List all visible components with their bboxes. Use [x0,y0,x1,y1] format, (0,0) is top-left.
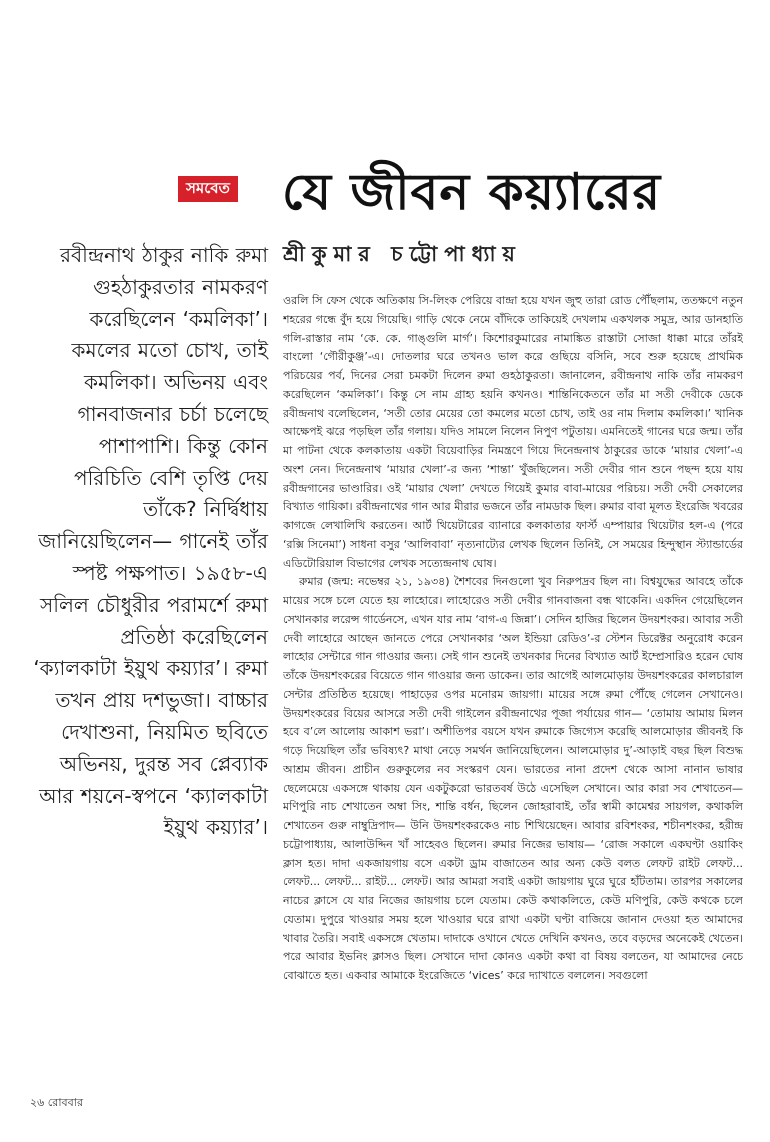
headline: যে জীবন কয়্যারের [282,163,662,221]
section-tag: সমবেত [178,176,238,202]
pull-quote-text: রবীন্দ্রনাথ ঠাকুর নাকি রুমা গুহঠাকুরতার নামকরণ করেছিলেন ‘কমলিকা’। কমলের মতো চোখ, তাই কমলিকা। অভিনয় এবং গানবাজনার চর্চা চলেছে পাশাপাশি। কিন্তু কোন পরিচিতি বেশি তৃপ্তি দেয় তাঁকে? নির্দ্বিধায় জানিয়েছিলেন— গানেই তাঁর স্পষ্ট পক্ষপাত। ১৯৫৮-এ সলিল চৌধুরীর পরামর্শে রুমা প্রতিষ্ঠা করেছিলেন ‘ক্যালকাটা ইয়ুথ কয়্যার’। রুমা তখন প্রায় দশভুজা। বাচ্চার দেখাশুনা, নিয়মিত ছবিতে অভিনয়, দুরন্ত সব প্লেব্যাক আর শয়নে-স্বপনে ‘ক্যালকাটা ইয়ুথ কয়্যার’। [33,243,268,840]
article-body [283,292,743,1008]
pull-quote [32,240,268,844]
page-footer: ২৬ রোববার [30,1096,83,1109]
article-paragraph-2: রুমার (জন্ম: নভেম্বর ২১, ১৯৩৪) শৈশবের দিনগুলো খুব নিরুপদ্রব ছিল না। বিশ্বযুদ্ধের আবহে তাঁকে মায়ের সঙ্গে চলে যেতে হয় লাহোরে। লাহোরেও সতী দেবীর গানবাজনা বন্ধ থাকেনি। একদিন গেয়েছিলেন সেখানকার লরেন্স গার্ডেনসে, এখন যার নাম ‘বাগ-এ জিন্না’। সেদিন হাজির ছিলেন উদয়শংকর। আবার সতী দেবী লাহোরে আছেন জানতে পেরে সেখানকার ‘অল ইন্ডিয়া রেডিও’-র স্টেশন ডিরেক্টর অনুরোধ করেন লাহোর সেন্টারে গান গাওয়ার জন্য। সেই গান শুনেই তখনকার দিনের বিখ্যাত আর্ট ইম্প্রেসারিও হরেন ঘোষ তাঁকে উদয়শংকরের বিয়েতে গান গাওয়ার জন্য ডাকেন। তার আগেই আলমোড়ায় উদয়শংকরের কালচারাল সেন্টার প্রতিষ্ঠিত হয়েছে। পাহাড়ের ওপর মনোরম জায়গা। মায়ের সঙ্গে রুমা পৌঁছে গেলেন সেখানেও। উদয়শংকরের বিয়ের আসরে সতী দেবী গাইলেন রবীন্দ্রনাথের পূজা পর্যায়ের গান— ‘তোমায় আমায় মিলন হবে ব’লে আলোয় আকাশ ভরা’। অশীতিপর বয়সে যখন রুমাকে জিগ্যেস করেছি আলমোড়ার জীবনই কি গড়ে দিয়েছিল তাঁর ভবিষ্যৎ? মাথা নেড়ে সমর্থন জানিয়েছিলেন। আলমোড়ার দু’-আড়াই বছর ছিল বিশুদ্ধ আশ্রম জীবন। প্রাচীন গুরুকুলের নব সংস্করণ যেন। ভারতের নানা প্রদেশ থেকে আসা নানান ভাষার ছেলেমেয়ে একসঙ্গে থাকায় যেন একটুকরো ভারতবর্ষ উঠে এসেছিল সেখানে। আর কারা সব শেখাতেন— মণিপুরি নাচ শেখাতেন অম্বা সিং, শান্তি বর্ধন, ছিলেন জোহরাবাই, তাঁর স্বামী কামেশ্বর সায়গল, কথাকলি শেখাতেন গুরু নাম্বুদ্রিপাদ— উনি উদয়শংকরকেও নাচ শিখিয়েছেন। আবার রবিশংকর, শচীনশংকর, হরীন্দ্র চট্টোপাধ্যায়, আলাউদ্দিন খাঁ সাহেবও ছিলেন। রুমার নিজের ভাষায়— ‘রোজ সকালে একঘণ্টা ওয়াকিং ক্লাস হত। দাদা একজায়গায় বসে একটা ড্রাম বাজাতেন আর অন্য কেউ বলত লেফট রাইট লেফট... লেফট... লেফট... রাইট... লেফট। আর আমরা সবাই একটা জায়গায় ঘুরে ঘুরে হাঁটতাম। তারপর সকালের নাচের ক্লাসে যে যার নিজের জায়গায় চলে যেতাম। কেউ কথাকলিতে, কেউ মণিপুরি, কেউ কথকে চলে যেতাম। দুপুরে খাওয়ার সময় হলে খাওয়ার ঘরে রাখা একটা ঘণ্টা বাজিয়ে জানান দেওয়া হত আমাদের খাবার তৈরি। সবাই একসঙ্গে খেতাম। দাদাকে ওখানে খেতে দেখিনি কখনও, তবে বড়দের অনেকেই খেতেন। পরে আবার ইভনিং ক্লাসও ছিল। সেখানে দাদা কোনও একটা কথা বা বিষয় বলতেন, যা আমাদের নেচে বোঝাতে হত। একবার আমাকে ইংরেজিতে ‘vices’ করে দ্যাখাতে বললেন। সবগুলো [283,575,743,982]
article-paragraph-1: ওরলি সি ফেস থেকে অতিকায় সি-লিংক পেরিয়ে বান্দ্রা হয়ে যখন জুহু তারা রোড পৌঁছলাম, ততক্ষণে নতুন শহরের গন্ধে বুঁদ হয়ে গিয়েছি। গাড়ি থেকে নেমে বাঁদিকে তাকিয়েই দেখলাম একখলক সমুদ্র, আর ডানহাতি গলি-রাস্তার নাম ‘কে. কে. গাঙ্গুলি মার্গ’। কিশোরকুমারের নামাঙ্কিত রাস্তাটা সোজা ধাক্কা মারে তাঁরই বাংলো ‘গৌরীকুঞ্জ’-এ। দোতলার ঘরে তখনও ভাল করে গুছিয়ে বসিনি, সবে শুরু হয়েছে প্রাথমিক পরিচয়ের পর্ব, দিনের সেরা চমকটা দিলেন রুমা গুহঠাকুরতা। জানালেন, রবীন্দ্রনাথ নাকি তাঁর নামকরণ করেছিলেন ‘কমলিকা’। কিন্তু সে নাম গ্রাহ্য হয়নি কখনও। শান্তিনিকেতনে তাঁর মা সতী দেবীকে ডেকে রবীন্দ্রনাথ বলেছিলেন, ‘সতী তোর মেয়ের তো কমলের মতো চোখ, তাই ওর নাম দিলাম কমলিকা।’ খানিক আক্ষেপই ঝরে পড়ছিল তাঁর গলায়। যদিও সামলে নিলেন নিপুণ পটুতায়। এমনিতেই গানের ঘরে জন্ম। তাঁর মা পাটনা থেকে কলকাতায় একটা বিয়েবাড়ির নিমন্ত্রণে গিয়ে দিনেন্দ্রনাথ ঠাকুরের ডাকে ‘মায়ার খেলা’-এ অংশ নেন। দিনেন্দ্রনাথ ‘মায়ার খেলা’-র জন্য ‘শান্তা’ খুঁজছিলেন। সতী দেবীর গান শুনে পছন্দ হয়ে যায় রবীন্দ্রগানের ভাণ্ডারির। ওই ‘মায়ার খেলা’ দেখতে গিয়েই কুমার বাবা-মায়ের পরিচয়। সতী দেবী সেকালের বিখ্যাত গায়িকা। রবীন্দ্রনাথের গান আর মীরার ভজনে তাঁর নামডাক ছিল। রুমার বাবা মূলত ইংরেজি খবরের কাগজে লেখালিখি করতেন। আর্ট থিয়েটারের ব্যানারে কলকাতার ফার্স্ট এম্পায়ার থিয়েটার হল-এ (পরে ‘রক্সি সিনেমা’) সাধনা বসুর ‘আলিবাবা’ নৃত্যনাট্যের লেখক ছিলেন তিনিই, সে সময়ের হিন্দুস্থান স্ট্যান্ডার্ডের এডিটোরিয়াল বিভাগের লেখক সত্যেন্দ্রনাথ ঘোষ। [283,294,743,570]
byline: শ্রীকুমার চট্টোপাধ্যায় [283,242,522,266]
